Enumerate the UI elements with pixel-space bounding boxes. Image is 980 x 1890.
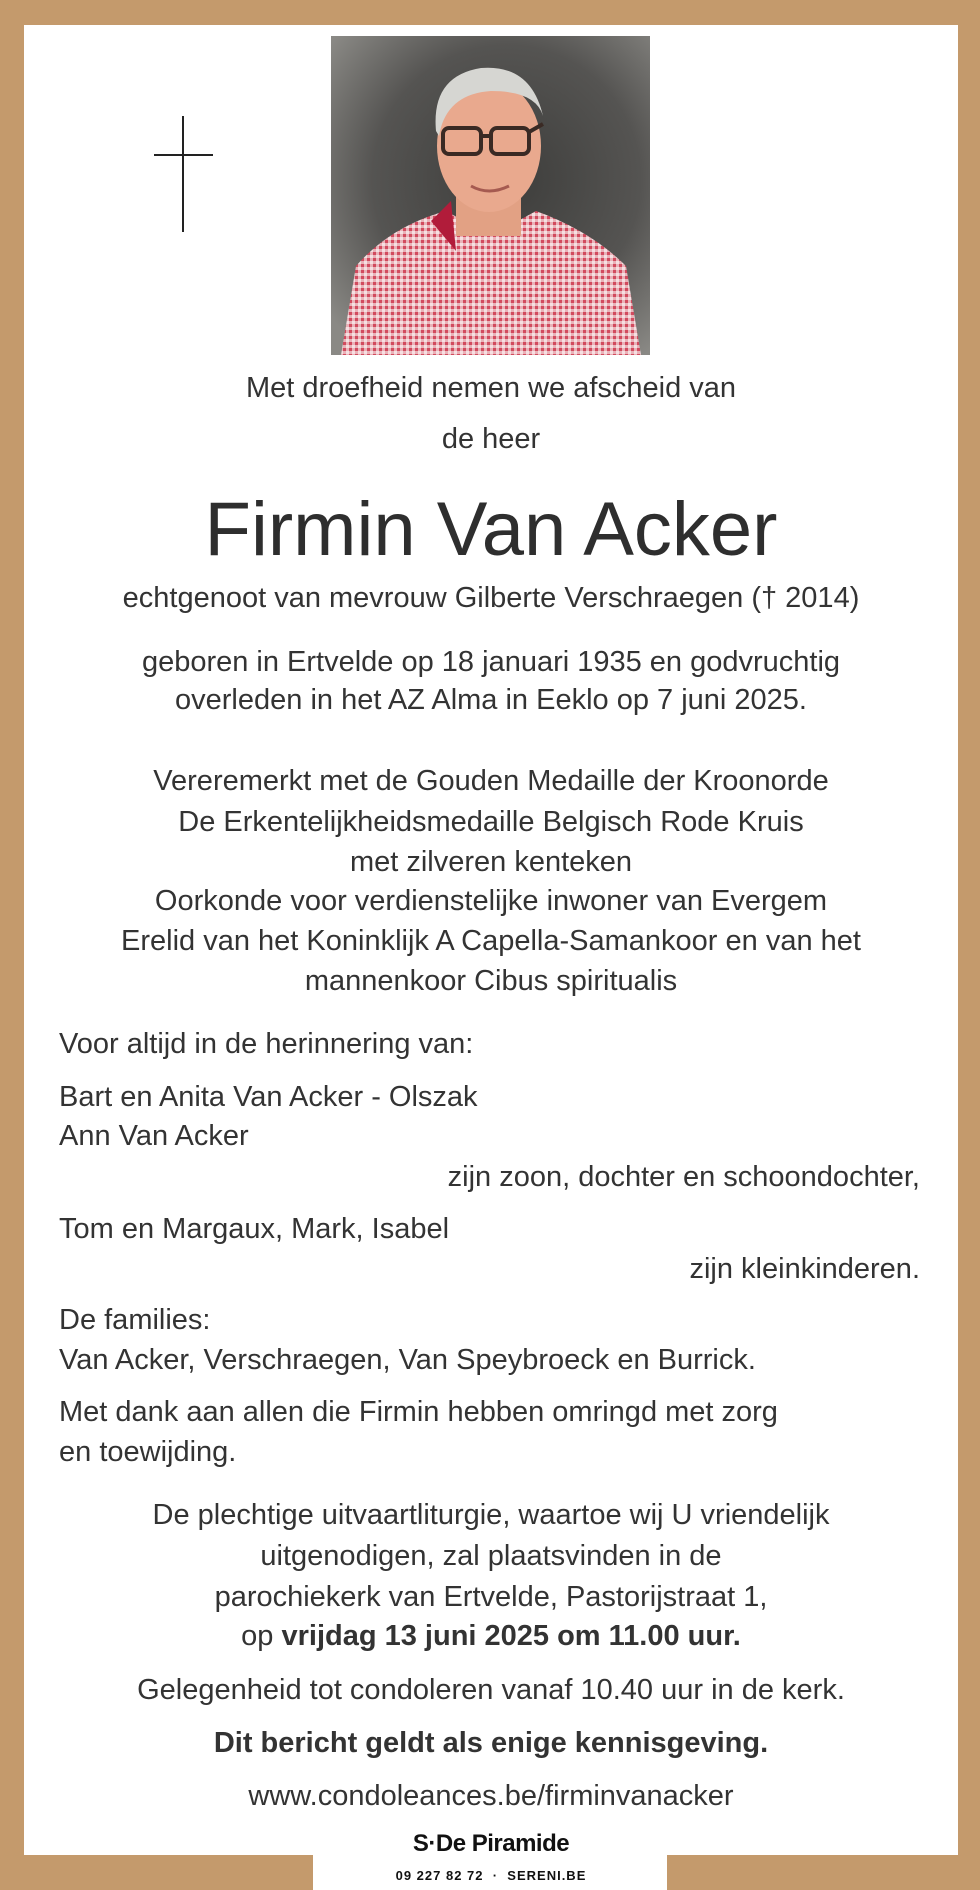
funeral-line-4: [24, 1618, 958, 1654]
honor-line: De Erkentelijkheidsmedaille Belgisch Rode Kruis: [178, 806, 804, 838]
birth-line: geboren in Ertvelde op 18 januari 1935 en godvruchtig: [141, 646, 841, 678]
funeral-home-logo: S·De Piramide: [412, 1830, 570, 1857]
child-line: Ann Van Acker: [59, 1120, 249, 1152]
honor-line: Vereremerkt met de Gouden Medaille der Kroonorde: [153, 765, 829, 797]
website-link[interactable]: www.condoleances.be/firminvanacker: [248, 1780, 734, 1812]
families-line: Van Acker, Verschraegen, Van Speybroeck en Burrick.: [59, 1344, 756, 1376]
honor-line: met zilveren kenteken: [349, 846, 633, 878]
funeral-datetime: vrijdag 13 juni 2025 om 11.00 uur.: [281, 1620, 741, 1652]
portrait-photo: [331, 36, 650, 355]
cross-icon-bar: [154, 154, 213, 156]
death-line: overleden in het AZ Alma in Eeklo op 7 juni 2025.: [175, 684, 807, 716]
families-label: De families:: [59, 1304, 211, 1336]
condolence-line: Gelegenheid tot condoleren vanaf 10.40 uur in de kerk.: [137, 1674, 845, 1706]
deceased-name: Firmin Van Acker: [204, 487, 778, 572]
thanks-line-2: en toewijding.: [59, 1436, 237, 1468]
family-intro: Voor altijd in de herinnering van:: [59, 1028, 474, 1060]
honor-line: Erelid van het Koninklijk A Capella-Samankoor en van het: [121, 925, 861, 957]
cross-icon: [182, 116, 184, 232]
children-role: zijn zoon, dochter en schoondochter,: [447, 1161, 920, 1193]
thanks-line-1: Met dank aan allen die Firmin hebben omringd met zorg: [59, 1396, 778, 1428]
grandchildren-line: Tom en Margaux, Mark, Isabel: [59, 1213, 450, 1245]
honor-line: Oorkonde voor verdienstelijke inwoner van Evergem: [154, 885, 828, 917]
funeral-home-contact: 09 227 82 72 · SERENI.BE: [395, 1868, 587, 1883]
funeral-line-2: uitgenodigen, zal plaatsvinden in de: [260, 1540, 722, 1572]
funeral-line-3: parochiekerk van Ertvelde, Pastorijstraat 1,: [214, 1581, 768, 1613]
spouse-line: echtgenoot van mevrouw Gilberte Verschraegen († 2014): [122, 582, 860, 614]
intro-line-1: Met droefheid nemen we afscheid van: [245, 372, 737, 404]
child-line: Bart en Anita Van Acker - Olszak: [59, 1081, 478, 1113]
notice-line: Dit bericht geldt als enige kennisgeving.: [213, 1727, 769, 1759]
intro-line-2: de heer: [441, 423, 541, 455]
funeral-prefix: op: [241, 1620, 274, 1652]
honor-line: mannenkoor Cibus spiritualis: [304, 965, 678, 997]
grandchildren-role: zijn kleinkinderen.: [689, 1253, 920, 1285]
funeral-line-1: De plechtige uitvaartliturgie, waartoe wij U vriendelijk: [152, 1499, 830, 1531]
